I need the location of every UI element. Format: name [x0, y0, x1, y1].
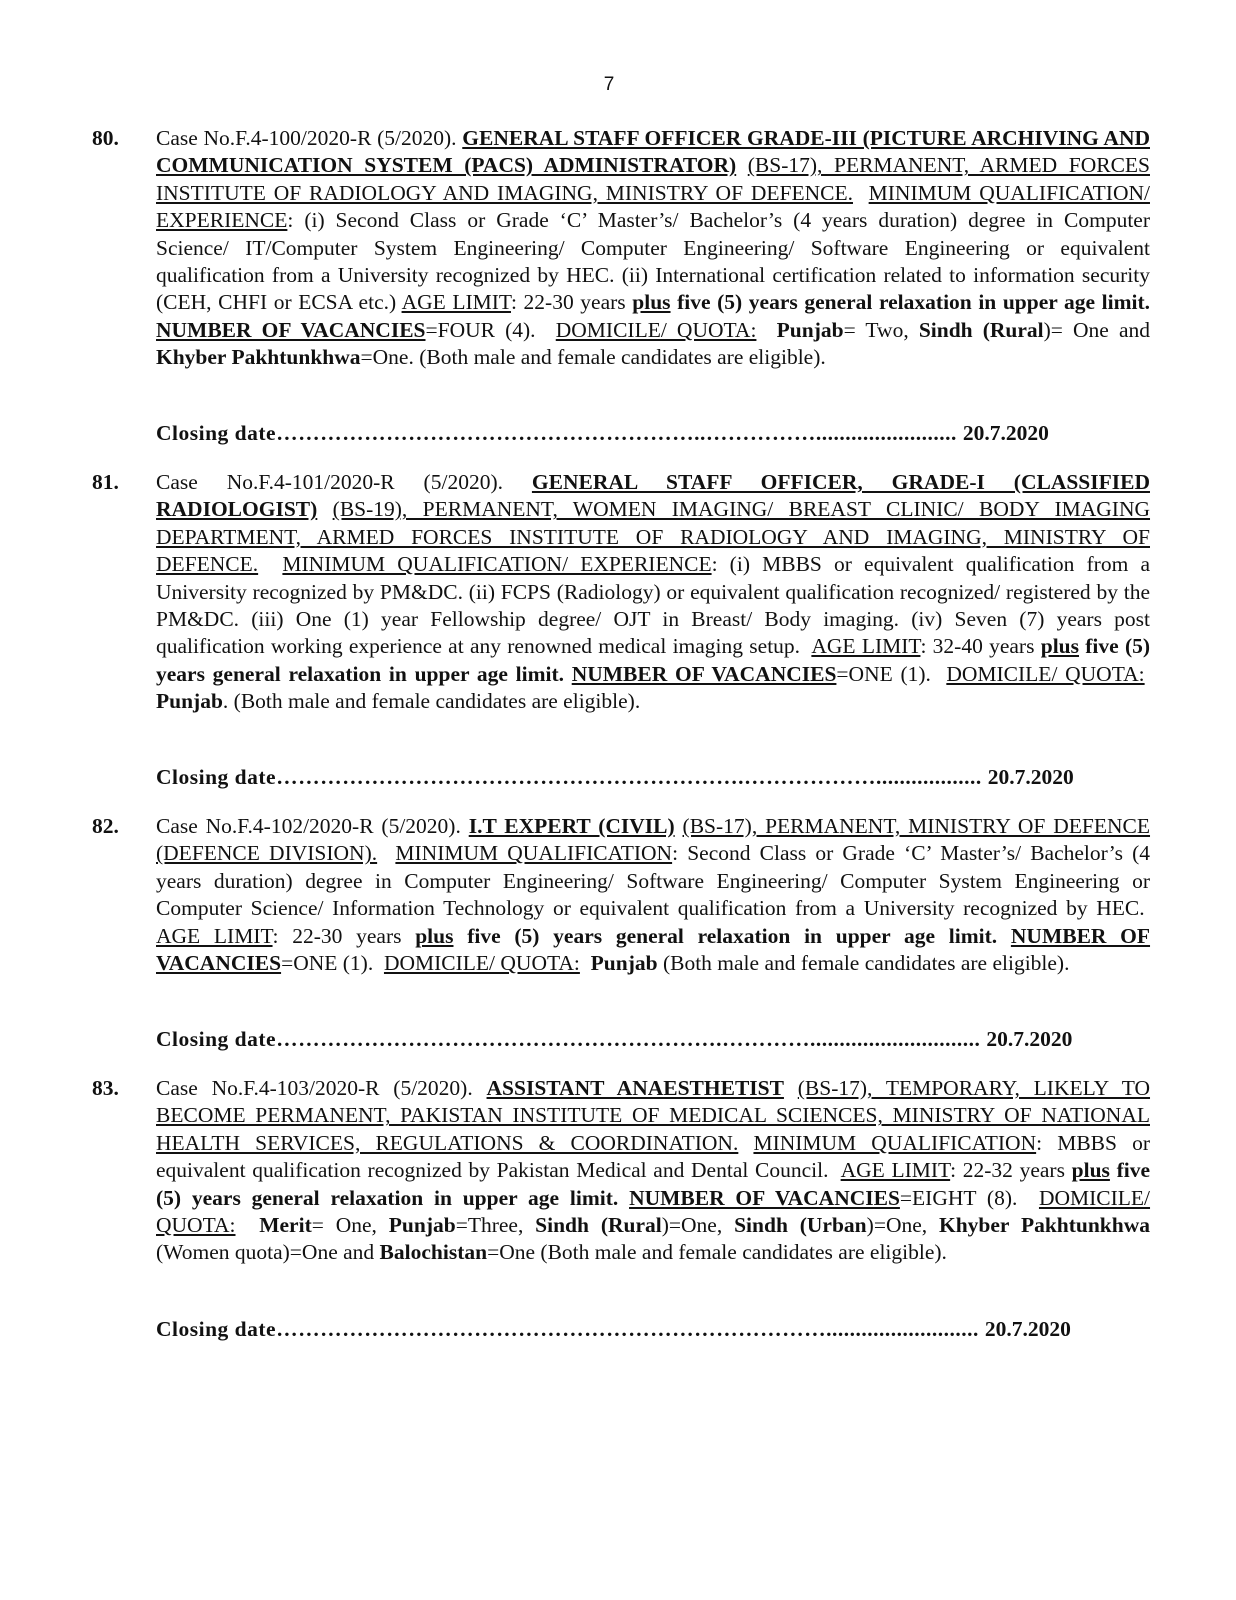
quota-value: . — [222, 689, 229, 714]
post-title: ASSISTANT ANAESTHETIST — [486, 1076, 784, 1100]
vacancies-text: =EIGHT (8). — [899, 1185, 1018, 1210]
vacancies-label: NUMBER OF VACANCIES — [156, 923, 1151, 976]
post-details: (BS-19), PERMANENT, WOMEN IMAGING/ BREAST CLINIC/ BODY IMAGING DEPARTMENT, ARMED FORCES INSTITUTE OF RADIOLOGY AND IMAGING, MINISTRY OF DEFENCE. — [156, 497, 1151, 577]
qualification-label: MINIMUM QUALIFICATION/ EXPERIENCE — [156, 180, 1150, 233]
qualification-text: : (i) MBBS or equivalent qualification from a University recognized by PM&DC. (ii) FCPS (Radiology) or equivalent qualification recognized/ registered by the PM&DC. (iii) One (1) year Fellowship degree/ OJT in Breast/ Body imaging. (iv) Seven (7) years post qualification working experience at any renowned medical imaging setup. — [156, 552, 1150, 659]
qualification-label: MINIMUM QUALIFICATION/ EXPERIENCE — [282, 552, 712, 577]
plus-text: plus — [1040, 634, 1079, 659]
plus-text: plus — [632, 290, 671, 315]
relaxation-text: five (5) years general relaxation in upper age limit. — [467, 923, 998, 948]
closing-date-label: Closing date…………………………………………………..……………........................ — [156, 421, 957, 445]
post-details: (BS-17), PERMANENT, MINISTRY OF DEFENCE (DEFENCE DIVISION). — [156, 814, 1151, 866]
quota-value: )= One and — [1043, 317, 1151, 342]
relaxation-text: five (5) years general relaxation in upper age limit. — [156, 634, 1151, 686]
case-number: 83. — [92, 1076, 119, 1100]
quota-name: Sindh (Rural — [535, 1213, 662, 1238]
eligibility-text: (Both male and female candidates are eligible). — [419, 345, 826, 370]
case-reference: Case No.F.4-101/2020-R (5/2020). — [156, 470, 503, 494]
age-limit-text: : 32-40 years — [920, 634, 1035, 659]
quota-name: Punjab — [776, 317, 844, 342]
quota-name: Punjab — [156, 689, 223, 714]
post-title: I.T EXPERT (CIVIL) — [468, 814, 675, 838]
vacancies-label: NUMBER OF VACANCIES — [629, 1185, 900, 1210]
closing-date-row — [156, 1317, 1071, 1342]
age-limit-label: AGE LIMIT — [811, 634, 921, 659]
eligibility-text: (Both male and female candidates are eligible). — [233, 689, 641, 714]
quota-value: = One, — [311, 1213, 389, 1238]
qualification-label: MINIMUM QUALIFICATION — [395, 841, 673, 866]
quota-name: Sindh (Rural — [918, 317, 1044, 342]
quota-value: =Three, — [455, 1213, 536, 1238]
vacancies-label: NUMBER OF VACANCIES — [571, 661, 837, 686]
closing-date-value: 20.7.2020 — [962, 421, 1049, 445]
case-number: 80. — [92, 126, 119, 150]
case-description — [156, 469, 1150, 716]
qualification-label: MINIMUM QUALIFICATION — [753, 1130, 1037, 1155]
case-description — [156, 125, 1150, 372]
quota-name: Sindh (Urban — [734, 1213, 867, 1238]
relaxation-text: five (5) years general relaxation in upper age limit. — [156, 1158, 1151, 1210]
domicile-label: DOMICILE/ QUOTA: — [383, 951, 580, 976]
closing-date-value: 20.7.2020 — [986, 1027, 1073, 1051]
plus-text: plus — [415, 923, 454, 948]
age-limit-text: : 22-30 years — [272, 923, 402, 948]
case-reference: Case No.F.4-100/2020-R (5/2020). — [156, 126, 457, 150]
age-limit-text: : 22-30 years — [510, 290, 626, 315]
quota-value: (Women quota)=One and — [156, 1240, 380, 1265]
closing-date-row — [156, 421, 1049, 446]
eligibility-text: (Both male and female candidates are eligible). — [662, 951, 1070, 976]
quota-value: )=One, — [661, 1213, 735, 1238]
quota-value: =One — [487, 1240, 536, 1265]
vacancies-text: =FOUR (4). — [425, 317, 536, 342]
quota-value: =One. — [360, 345, 414, 370]
age-limit-label: AGE LIMIT — [401, 290, 511, 315]
age-limit-label: AGE LIMIT — [840, 1158, 951, 1183]
quota-name: Punjab — [590, 951, 658, 976]
case-reference: Case No.F.4-102/2020-R (5/2020). — [156, 814, 461, 838]
plus-text: plus — [1071, 1158, 1110, 1183]
post-details: (BS-17), TEMPORARY, LIKELY TO BECOME PERMANENT, PAKISTAN INSTITUTE OF MEDICAL SCIENCES, MINISTRY OF NATIONAL HEALTH SERVICES, REGULATIONS & COORDINATION. — [156, 1076, 1151, 1155]
case-number: 81. — [92, 470, 119, 494]
vacancies-text: =ONE (1). — [281, 951, 374, 976]
eligibility-text: (Both male and female candidates are eligible). — [540, 1240, 947, 1265]
quota-name: Punjab — [388, 1213, 456, 1238]
qualification-text: : (i) Second Class or Grade ‘C’ Master’s/ Bachelor’s (4 years duration) degree in Computer Science/ IT/Computer System Engineering/ Computer Engineering/ Software Engineering or equivalent qualification from a University recognized by HEC. (ii) International certification related to information security (CEH, CHFI or ECSA etc.) — [156, 208, 1150, 315]
case-description — [156, 1075, 1150, 1267]
domicile-label: DOMICILE/ QUOTA: — [156, 1185, 1151, 1238]
post-details: (BS-17), PERMANENT, ARMED FORCES INSTITUTE OF RADIOLOGY AND IMAGING, MINISTRY OF DEFENCE. — [156, 153, 1150, 205]
domicile-label: DOMICILE/ QUOTA: — [946, 661, 1145, 686]
closing-date-label: Closing date……………………………………………………….……………….................. — [156, 765, 982, 789]
case-reference: Case No.F.4-103/2020-R (5/2020). — [156, 1076, 473, 1100]
page-number: 7 — [603, 74, 615, 95]
post-title: GENERAL STAFF OFFICER GRADE-III (PICTURE ARCHIVING AND COMMUNICATION SYSTEM (PACS) ADMINISTRATOR) — [156, 126, 1150, 178]
closing-date-value: 20.7.2020 — [984, 1317, 1071, 1341]
post-title: GENERAL STAFF OFFICER, GRADE-I (CLASSIFIED RADIOLOGIST) — [156, 470, 1150, 522]
quota-value: )=One, — [866, 1213, 939, 1238]
quota-value: = Two, — [843, 317, 919, 342]
vacancies-text: =ONE (1). — [836, 661, 931, 686]
quota-name: Khyber Pakhtunkhwa — [939, 1213, 1151, 1238]
closing-date-row — [156, 765, 1074, 790]
quota-name: Merit — [259, 1213, 312, 1238]
quota-name: Khyber Pakhtunkhwa — [156, 345, 361, 370]
age-limit-text: : 22-32 years — [950, 1158, 1065, 1183]
closing-date-row — [156, 1027, 1072, 1052]
domicile-label: DOMICILE/ QUOTA: — [555, 317, 757, 342]
qualification-text: : MBBS or equivalent qualification recognized by Pakistan Medical and Dental Council. — [156, 1130, 1151, 1183]
relaxation-text: five (5) years general relaxation in upper age limit. — [677, 290, 1151, 315]
case-number: 82. — [92, 814, 119, 838]
quota-name: Balochistan — [379, 1240, 488, 1265]
closing-date-value: 20.7.2020 — [987, 765, 1074, 789]
case-description — [156, 813, 1150, 977]
vacancies-label: NUMBER OF VACANCIES — [156, 317, 426, 342]
age-limit-label: AGE LIMIT — [156, 923, 273, 948]
qualification-text: : Second Class or Grade ‘C’ Master’s/ Bachelor’s (4 years duration) degree in Computer Engineering/ Software Engineering/ Computer System Engineering or Computer Science/ Information Technology or equivalent qualification from a University recognized by HEC. — [156, 841, 1150, 921]
closing-date-label: Closing date………………………………………………………………….......................... — [156, 1317, 979, 1341]
closing-date-label: Closing date…………………………………………………….…………............................. — [156, 1027, 981, 1051]
